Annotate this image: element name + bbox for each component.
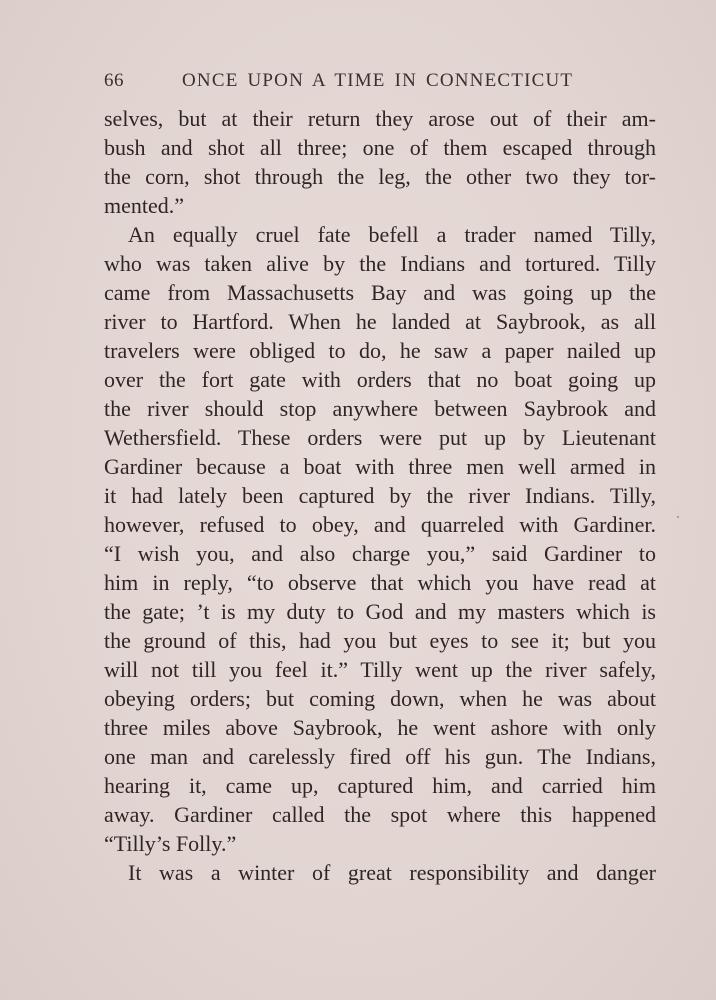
text-line: the gate; ’t is my duty to God and my masters which is: [104, 599, 656, 624]
text-line: came from Massachusetts Bay and was going up the: [104, 280, 656, 305]
page-number: 66: [104, 70, 124, 91]
text-line: the river should stop anywhere between Saybrook and: [104, 396, 656, 421]
body-text: [104, 104, 656, 887]
text-line: mented.”: [104, 193, 185, 218]
text-line: who was taken alive by the Indians and tortured. Tilly: [104, 251, 656, 276]
paper-speck: [677, 516, 679, 518]
text-line: river to Hartford. When he landed at Saybrook, as all: [104, 309, 656, 334]
text-line: the ground of this, had you but eyes to see it; but you: [104, 628, 656, 653]
text-line: will not till you feel it.” Tilly went up the river safely,: [104, 657, 656, 682]
text-line: him in reply, “to observe that which you have read at: [104, 570, 656, 595]
text-line: over the fort gate with orders that no boat going up: [104, 367, 656, 392]
running-title: ONCE UPON A TIME IN CONNECTICUT: [182, 70, 574, 91]
text-line: obeying orders; but coming down, when he was about: [104, 686, 656, 711]
text-line: Gardiner because a boat with three men well armed in: [104, 454, 656, 479]
text-line: It was a winter of great responsibility and danger: [128, 860, 656, 885]
text-line: the corn, shot through the leg, the other two they tor-: [104, 164, 656, 189]
text-line: however, refused to obey, and quarreled with Gardiner.: [104, 512, 656, 537]
running-head: [104, 70, 656, 100]
text-line: it had lately been captured by the river Indians. Tilly,: [104, 483, 656, 508]
text-line: An equally cruel fate befell a trader named Tilly,: [128, 222, 656, 247]
text-line: one man and carelessly fired off his gun. The Indians,: [104, 744, 656, 769]
text-line: “Tilly’s Folly.”: [104, 831, 237, 856]
text-line: “I wish you, and also charge you,” said Gardiner to: [104, 541, 656, 566]
text-line: bush and shot all three; one of them escaped through: [104, 135, 656, 160]
text-line: Wethersfield. These orders were put up by Lieutenant: [104, 425, 656, 450]
text-line: three miles above Saybrook, he went ashore with only: [104, 715, 656, 740]
text-line: travelers were obliged to do, he saw a paper nailed up: [104, 338, 656, 363]
text-line: hearing it, came up, captured him, and carried him: [104, 773, 656, 798]
text-line: selves, but at their return they arose out of their am-: [104, 106, 656, 131]
text-line: away. Gardiner called the spot where this happened: [104, 802, 656, 827]
